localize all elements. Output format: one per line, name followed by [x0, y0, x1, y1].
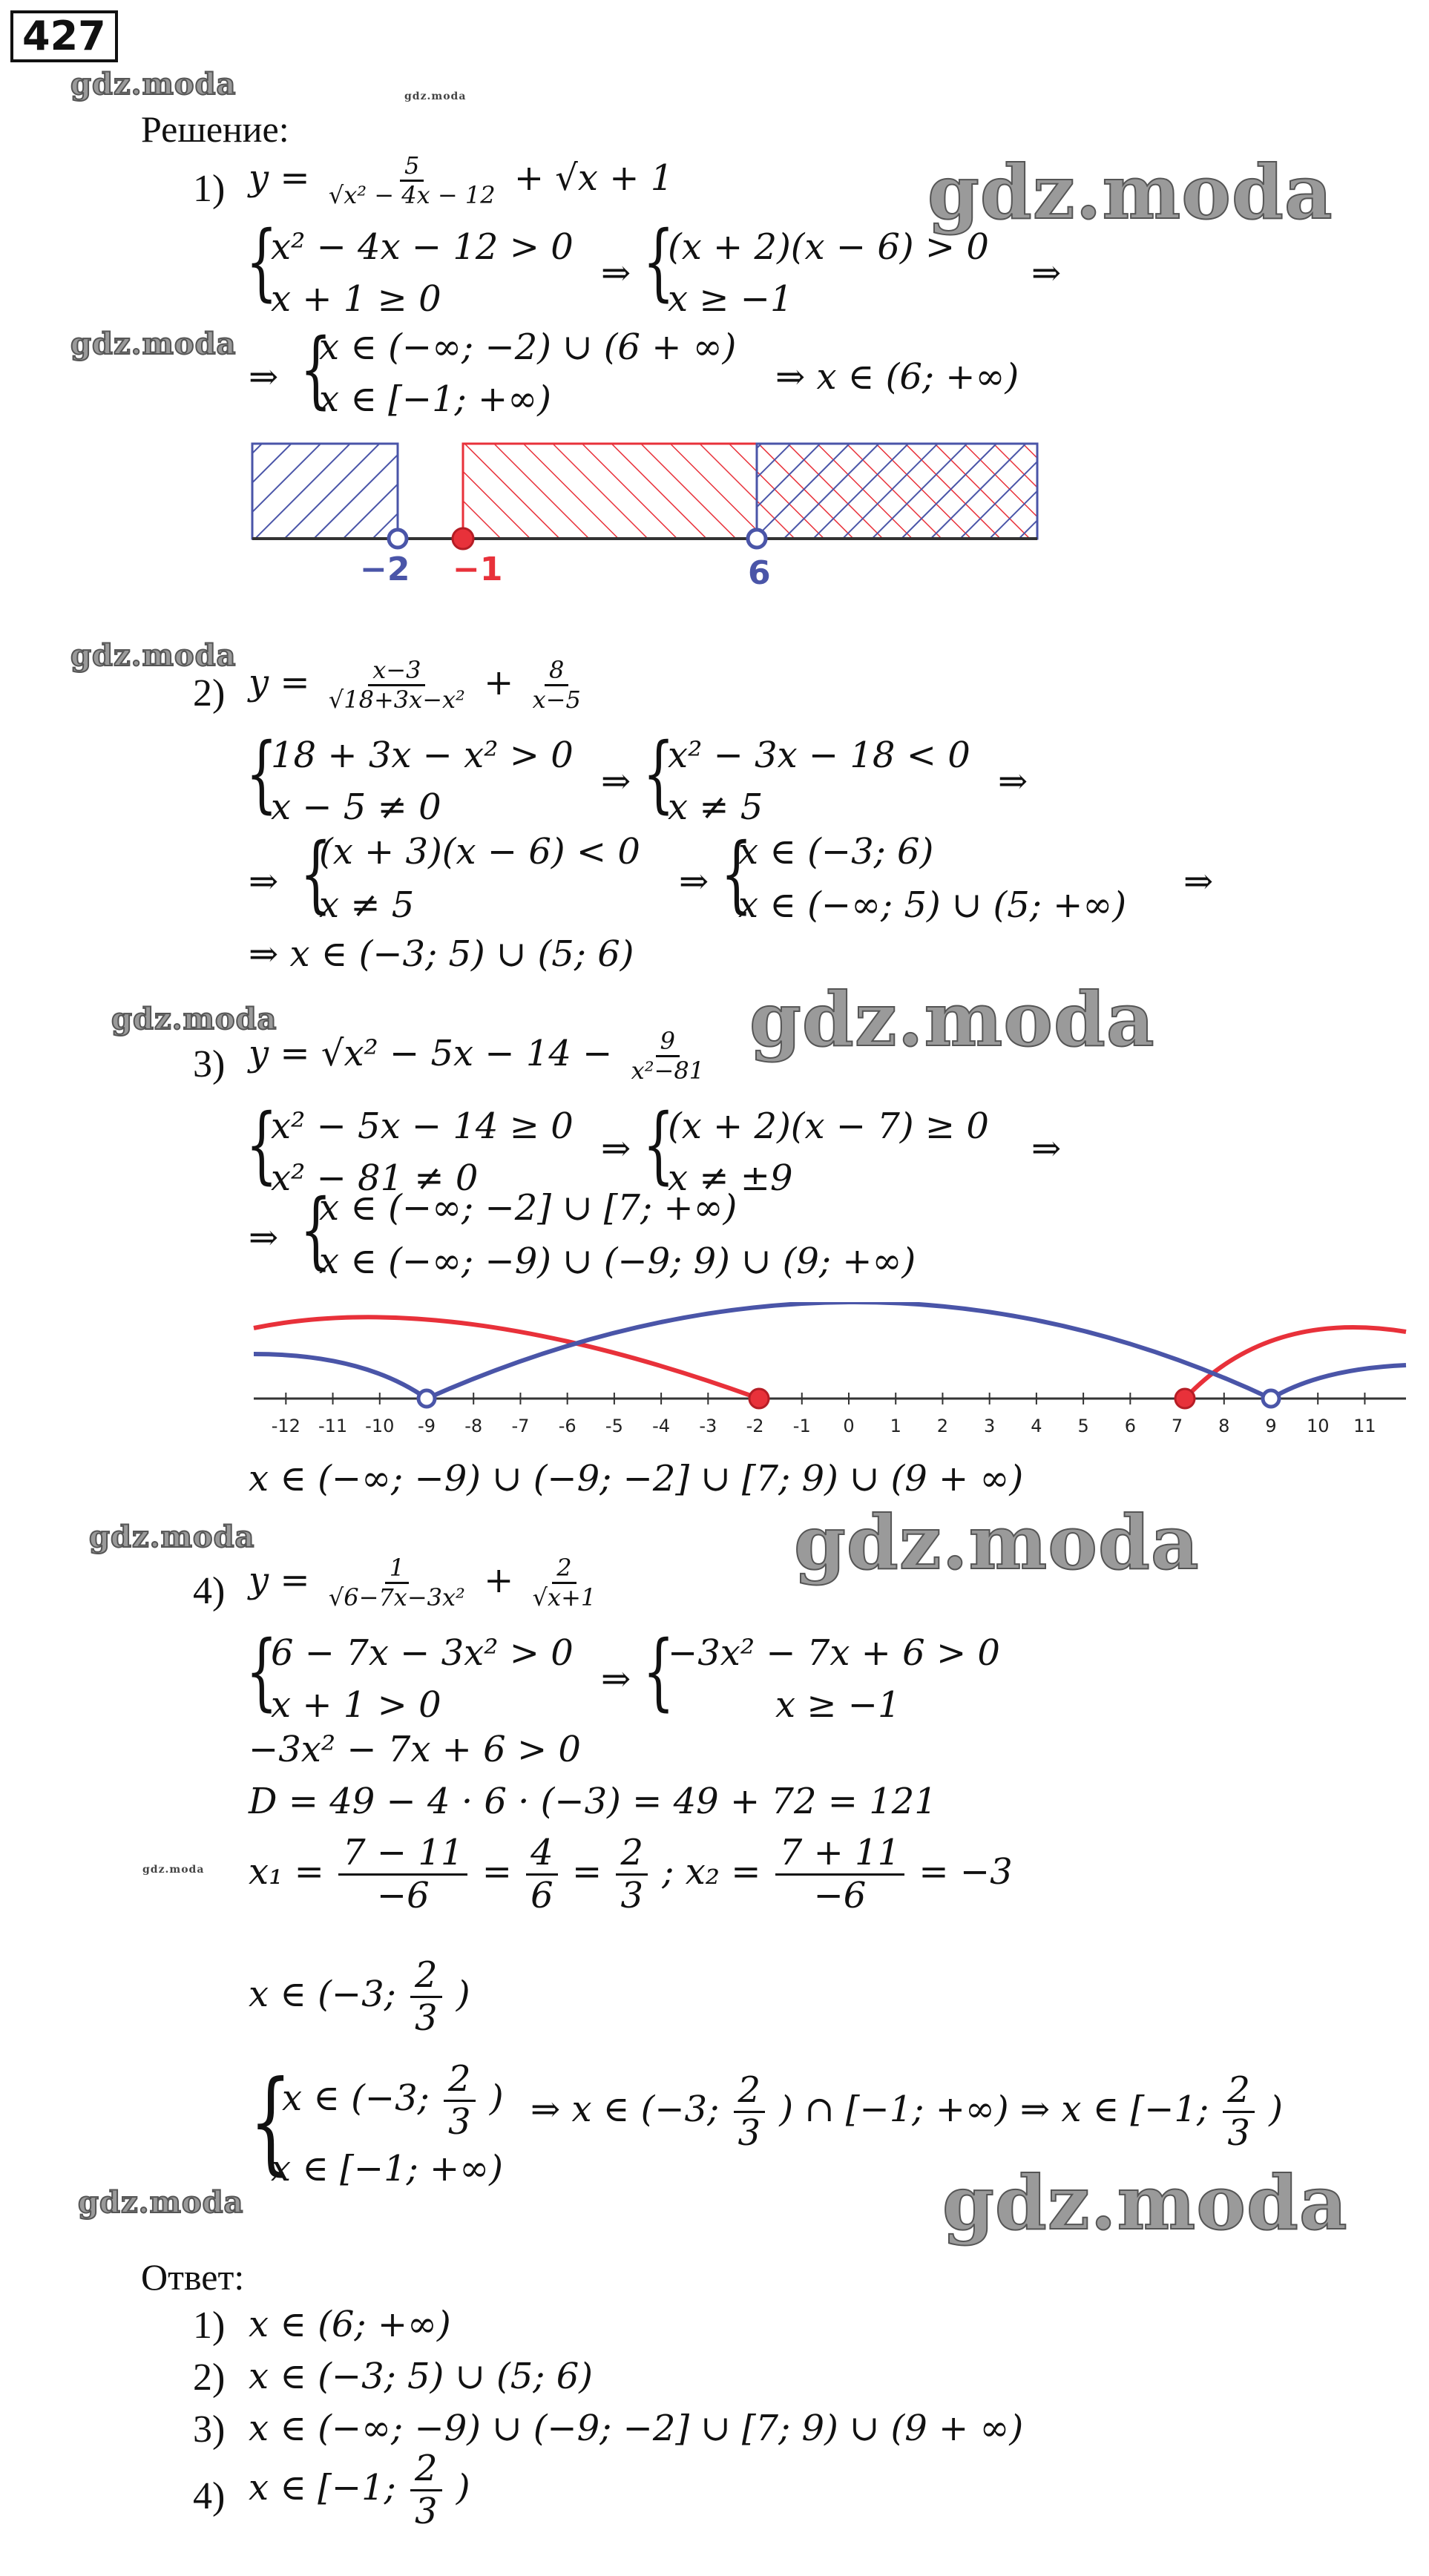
axis-tick-label: 6	[1124, 1416, 1136, 1436]
open-point-9	[1263, 1390, 1279, 1407]
blue-arc-right	[1271, 1365, 1406, 1399]
axis-tick-label: -9	[418, 1416, 436, 1436]
answer-item: x ∈ (−∞; −9) ∪ (−9; −2] ∪ [7; 9) ∪ (9 + ∞)	[249, 2408, 1024, 2449]
open-point-6	[748, 530, 766, 548]
axis-tick-label: -3	[699, 1416, 717, 1436]
axis-tick-label: 8	[1218, 1416, 1230, 1436]
answer-label: 2)	[193, 2356, 226, 2399]
answer-item: x ∈ (6; +∞)	[249, 2304, 451, 2345]
answer-heading: Ответ:	[141, 2256, 245, 2298]
axis-tick-label: -11	[318, 1416, 348, 1436]
watermark: gdz.moda	[70, 638, 237, 673]
part4-interval: x ∈ (−3; $\frac{2}{3}$ )	[249, 1954, 470, 2040]
part3-number-line	[245, 1302, 1417, 1450]
axis-tick-label: -1	[792, 1416, 811, 1436]
arrow: ⇒	[601, 1658, 631, 1700]
watermark: gdz.moda	[942, 2159, 1348, 2247]
axis-tick-label: -8	[464, 1416, 483, 1436]
arrow: ⇒	[1031, 1128, 1062, 1169]
arrow: ⇒	[601, 760, 631, 802]
axis-tick-label: -5	[605, 1416, 623, 1436]
open-point-minus-9	[418, 1390, 435, 1407]
answer-item: x ∈ [−1; $\frac{2}{3}$ )	[249, 2448, 470, 2533]
watermark: gdz.moda	[927, 148, 1333, 236]
axis-tick-label: 5	[1077, 1416, 1089, 1436]
arrow: ⇒	[601, 252, 631, 294]
part1-number-line	[245, 430, 1046, 601]
axis-label: −1	[453, 551, 503, 588]
axis-tick-label: 7	[1171, 1416, 1183, 1436]
blue-arc-middle	[427, 1302, 1271, 1399]
arrow: ⇒	[679, 861, 709, 902]
part3-result: x ∈ (−∞; −9) ∪ (−9; −2] ∪ [7; 9) ∪ (9 + ∞)	[249, 1458, 1024, 1499]
closed-point-minus-2	[749, 1389, 769, 1408]
watermark: gdz.moda	[70, 67, 237, 102]
part4-final: ⇒ x ∈ (−3; $\frac{2}{3}$ ) ∩ [−1; +∞) ⇒ x ∈ [−1; $\frac{2}{3}$ )	[530, 2069, 1283, 2155]
part4-discriminant: D = 49 − 4 · 6 · (−3) = 49 + 72 = 121	[249, 1781, 937, 1822]
open-point-minus-2	[389, 530, 407, 548]
watermark: gdz.moda	[70, 326, 237, 361]
red-arc-left	[254, 1317, 759, 1399]
watermark: gdz.moda	[78, 2185, 244, 2220]
answer-label: 1)	[193, 2304, 226, 2347]
closed-point-minus-1	[453, 528, 473, 549]
part3-function: y = √x² − 5x − 14 − $\frac{9}{\text{x²−81}}$	[249, 1027, 705, 1085]
watermark: gdz.moda	[142, 1864, 205, 1876]
part4-inequality: −3x² − 7x + 6 > 0	[249, 1729, 581, 1770]
axis-tick-label: 9	[1265, 1416, 1277, 1436]
watermark: gdz.moda	[794, 1499, 1200, 1586]
closed-point-7	[1175, 1389, 1195, 1408]
axis-tick-label: -4	[652, 1416, 671, 1436]
axis-tick-label: 4	[1031, 1416, 1042, 1436]
solution-heading: Решение:	[141, 108, 289, 150]
watermark: gdz.moda	[749, 976, 1155, 1063]
arrow: ⇒	[998, 760, 1028, 802]
part1-result: ⇒ x ∈ (6; +∞)	[775, 356, 1019, 398]
axis-tick-label: 3	[984, 1416, 996, 1436]
part2-result: ⇒ x ∈ (−3; 5) ∪ (5; 6)	[249, 933, 634, 975]
arrow: ⇒	[1183, 861, 1214, 902]
part4-label: 4)	[193, 1570, 226, 1612]
arrow: ⇒	[1031, 252, 1062, 294]
part1-function: y = $\frac{5}{\text{√x² − 4x − 12}}$ + √x + 1	[249, 151, 674, 209]
axis-tick-label: 0	[843, 1416, 855, 1436]
axis-label: −2	[360, 551, 410, 588]
axis-tick-label: -7	[511, 1416, 530, 1436]
blue-arc-left	[254, 1354, 427, 1399]
blue-hatched-region-left	[252, 444, 398, 539]
watermark: gdz.moda	[111, 1002, 277, 1036]
arrow: ⇒	[601, 1128, 631, 1169]
axis-tick-label: -6	[558, 1416, 576, 1436]
part2-function: y = $\frac{x-3}{\text{√18+3x−x²}}$ + $\frac{8}{x-5}$	[249, 656, 581, 714]
axis-tick-label: -12	[271, 1416, 300, 1436]
watermark: gdz.moda	[89, 1519, 255, 1554]
part3-label: 3)	[193, 1043, 226, 1085]
answer-item: x ∈ (−3; 5) ∪ (5; 6)	[249, 2356, 593, 2397]
answer-label: 3)	[193, 2408, 226, 2451]
answer-label: 4)	[193, 2475, 226, 2517]
watermark: gdz.moda	[404, 91, 467, 102]
part4-roots: x₁ = $\frac{7 - 11}{-6}$ = $\frac{4}{6}$ = $\frac{2}{3}$ ; x₂ = $\frac{7 + 11}{-6}$ = −3	[249, 1832, 1013, 1917]
axis-label: 6	[748, 554, 771, 592]
axis-tick-label: 1	[890, 1416, 901, 1436]
axis-tick-label: -2	[746, 1416, 764, 1436]
axis-tick-label: 2	[936, 1416, 949, 1436]
part2-label: 2)	[193, 672, 226, 714]
problem-number: 427	[10, 10, 118, 62]
blue-hatched-region-right	[757, 444, 1037, 539]
axis-tick-label: -10	[365, 1416, 395, 1436]
part1-label: 1)	[193, 168, 226, 210]
part4-function: y = $\frac{1}{\text{√6−7x−3x²}}$ + $\frac{2}{√x+1}$	[249, 1554, 597, 1611]
axis-tick-label: 10	[1306, 1416, 1330, 1436]
axis-tick-label: 11	[1353, 1416, 1376, 1436]
